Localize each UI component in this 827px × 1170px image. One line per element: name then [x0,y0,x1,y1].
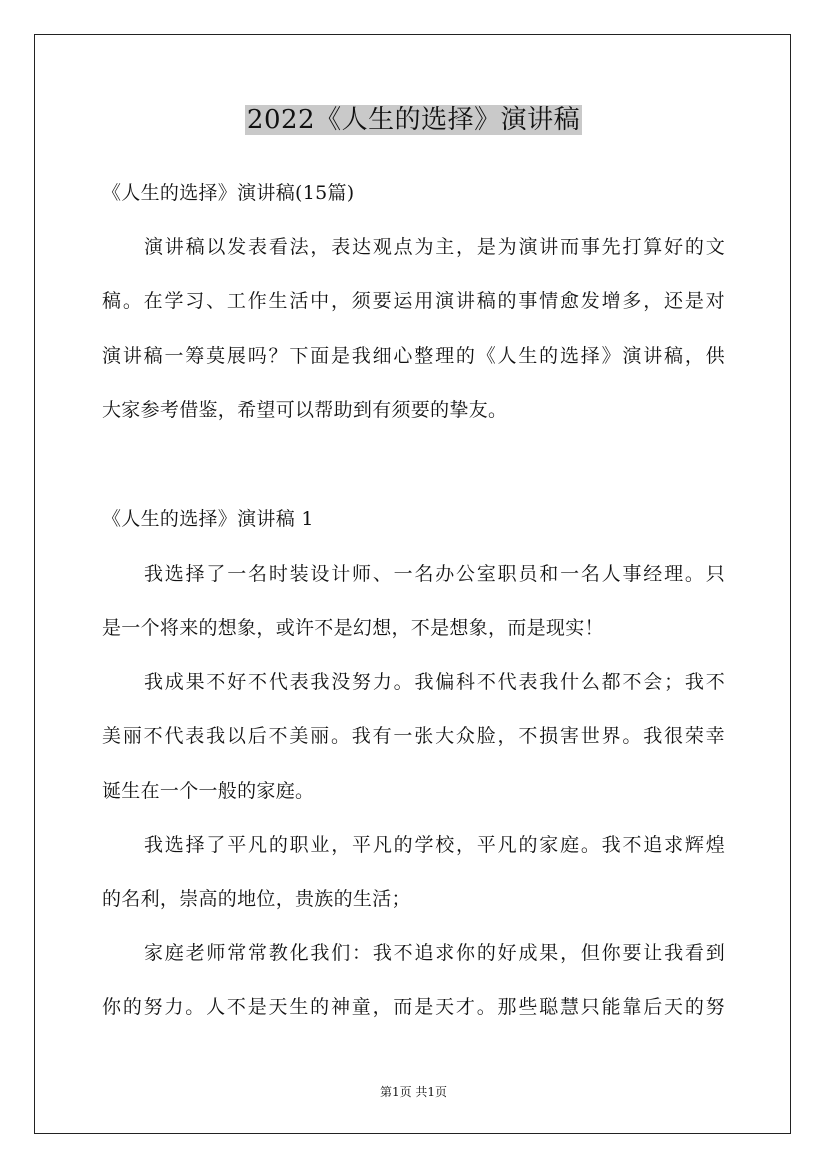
body-line-8: 家庭老师常常教化我们：我不追求你的好成果，但你要让我看到 [144,942,725,964]
body-line-5: 诞生在一个一般的家庭。 [102,780,315,802]
body-line-7: 的名利，崇高的地位，贵族的生活； [102,888,411,910]
intro-line-1: 演讲稿以发表看法，表达观点为主，是为演讲而事先打算好的文 [144,236,725,258]
document-title-wrap [0,100,827,140]
body-line-4: 美丽不代表我以后不美丽。我有一张大众脸，不损害世界。我很荣幸 [102,725,725,747]
document-title: 2022《人生的选择》演讲稿 [246,105,581,135]
document-subtitle: 《人生的选择》演讲稿(15篇) [102,182,355,204]
intro-line-3: 演讲稿一筹莫展吗？下面是我细心整理的《人生的选择》演讲稿，供 [102,345,725,367]
intro-line-4: 大家参考借鉴，希望可以帮助到有须要的挚友。 [102,399,508,421]
page-footer: 第1页 共1页 [379,1085,448,1099]
body-line-3: 我成果不好不代表我没努力。我偏科不代表我什么都不会；我不 [144,671,725,693]
section-heading: 《人生的选择》演讲稿 1 [102,508,314,530]
body-line-1: 我选择了一名时装设计师、一名办公室职员和一名人事经理。只 [144,563,725,585]
body-line-2: 是一个将来的想象，或许不是幻想，不是想象，而是现实！ [102,617,604,639]
body-line-9: 你的努力。人不是天生的神童，而是天才。那些聪慧只能靠后天的努 [102,996,725,1018]
intro-line-2: 稿。在学习、工作生活中，须要运用演讲稿的事情愈发增多，还是对 [102,290,725,312]
body-line-6: 我选择了平凡的职业，平凡的学校，平凡的家庭。我不追求辉煌 [144,834,725,856]
